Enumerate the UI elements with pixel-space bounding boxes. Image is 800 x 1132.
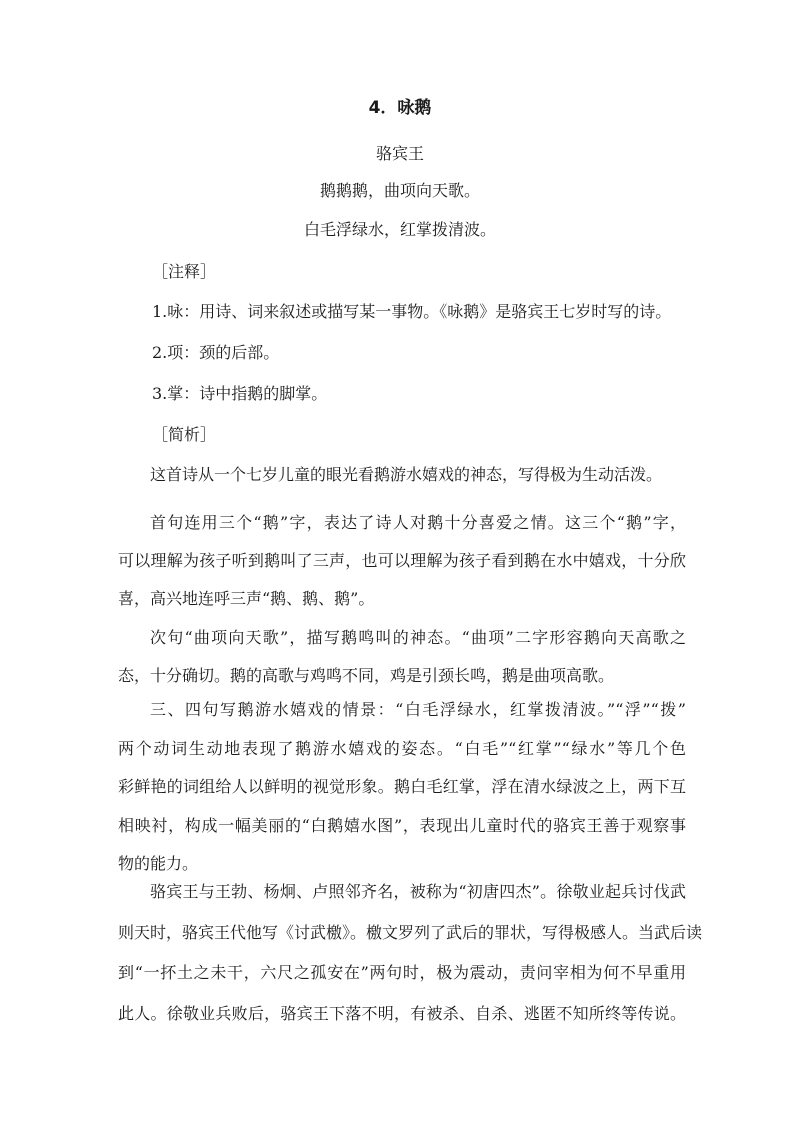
- paragraph-line: 彩鲜艳的词组给人以鲜明的视觉形象。鹅白毛红掌，浮在清水绿波之上，两下互: [118, 777, 686, 796]
- paragraph-line: 可以理解为孩子听到鹅叫了三声，也可以理解为孩子看到鹅在水中嬉戏，十分欣: [118, 551, 686, 570]
- paragraph-line: 态，十分确切。鹅的高歌与鸡鸣不同，鸡是引颈长鸣，鹅是曲项高歌。: [118, 666, 615, 685]
- paragraph-line: 首句连用三个“鹅”字，表达了诗人对鹅十分喜爱之情。这三个“鹅”字，: [150, 513, 686, 532]
- analysis-paragraph-5: [118, 872, 703, 1034]
- analysis-paragraph-3: [118, 619, 686, 695]
- paragraph-line: 喜，高兴地连呼三声“鹅、鹅、鹅”。: [118, 589, 375, 608]
- analysis-paragraph-2: [118, 504, 686, 618]
- paragraph-line: 次句“曲项向天歌”，描写鹅鸣叫的神态。“曲项”二字形容鹅向天高歌之: [150, 628, 686, 647]
- note-item-1: 1.咏：用诗、词来叙述或描写某一事物。《咏鹅》是骆宾王七岁时写的诗。: [152, 302, 672, 321]
- paragraph-line: 两个动词生动地表现了鹅游水嬉戏的姿态。“白毛”“红掌”“绿水”等几个色: [118, 738, 686, 758]
- poem-line-1: 鹅鹅鹅，曲项向天歌。: [319, 181, 480, 200]
- paragraph-line: 骆宾王与王勃、杨炯、卢照邻齐名，被称为“初唐四杰”。徐敬业起兵讨伐武: [150, 882, 686, 901]
- note-item-3: 3.掌：诗中指鹅的脚掌。: [152, 384, 328, 403]
- analysis-paragraph-4: [118, 691, 686, 884]
- paragraph-line: 此人。徐敬业兵败后，骆宾王下落不明，有被杀、自杀、逃匿不知所终等传说。: [118, 1003, 686, 1023]
- paragraph-line: 到“一抔土之未干，六尺之孤安在”两句时，极为震动，责问宰相为何不早重用: [118, 963, 686, 982]
- analysis-label: ［简析］: [152, 425, 217, 444]
- poem-author: 骆宾王: [375, 144, 424, 163]
- paragraph-line: 三、四句写鹅游水嬉戏的情景：“白毛浮绿水，红掌拨清波。”“浮”“拨”: [150, 700, 686, 719]
- paragraph-line: 相映衬，构成一幅美丽的“白鹅嬉水图”，表现出儿童时代的骆宾王善于观察事: [118, 815, 686, 835]
- poem-title: 4．咏鹅: [368, 98, 432, 118]
- paragraph-line: 这首诗从一个七岁儿童的眼光看鹅游水嬉戏的神态，写得极为生动活泼。: [150, 465, 663, 484]
- note-item-2: 2.项：颈的后部。: [152, 343, 280, 362]
- notes-label: ［注释］: [152, 262, 217, 281]
- paragraph-line: 则天时，骆宾王代他写《讨武檄》。檄文罗列了武后的罪状，写得极感人。当武后读: [118, 922, 703, 942]
- paragraph-line: 物的能力。: [118, 854, 199, 873]
- analysis-paragraph-1: [118, 463, 686, 487]
- poem-line-2: 白毛浮绿水，红掌拨清波。: [303, 220, 496, 239]
